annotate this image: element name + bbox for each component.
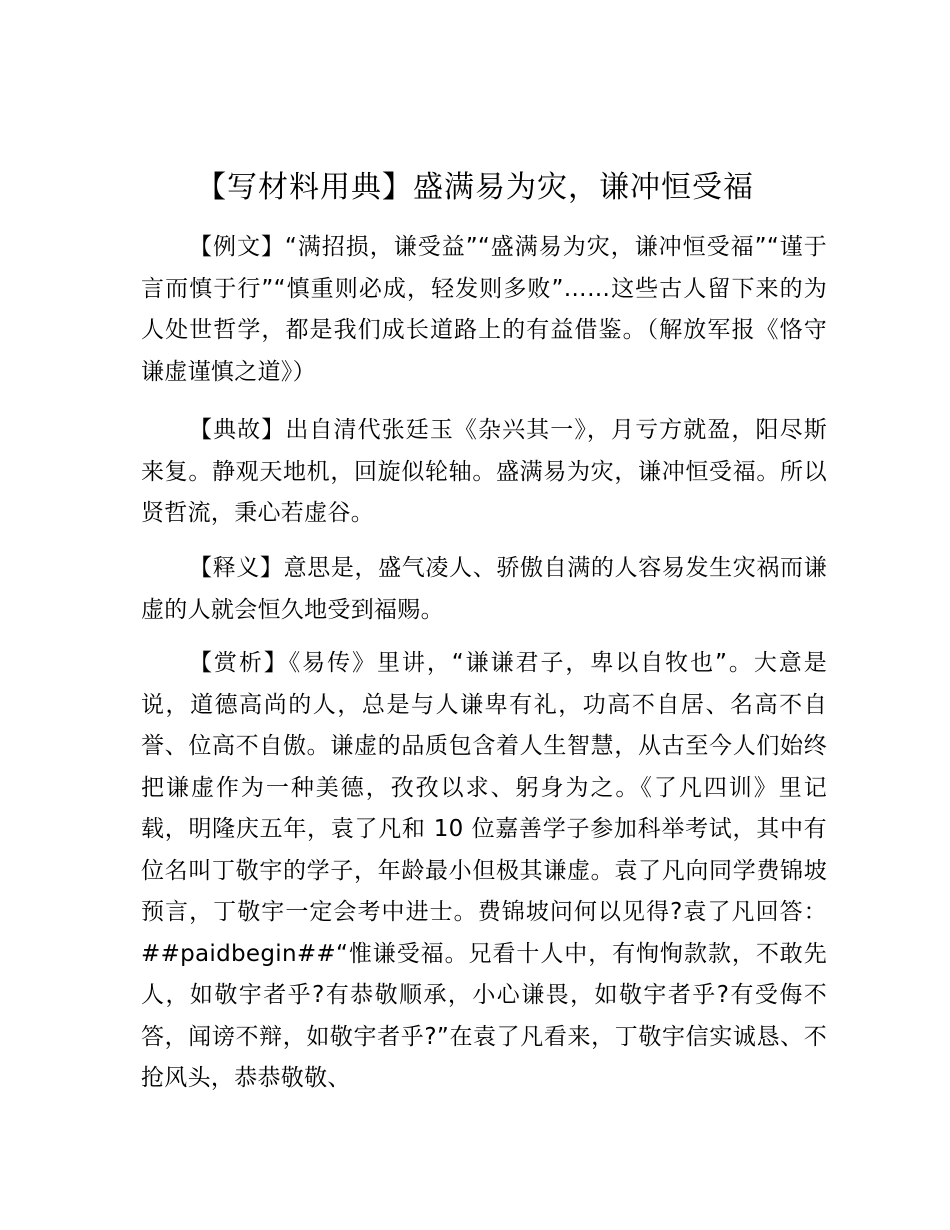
paragraph-allusion: 【典故】出自清代张廷玉《杂兴其一》，月亏方就盈，阳尽斯来复。静观天地机，回旋似轮轴。盛满易为灾，谦冲恒受福。所以贤哲流，秉心若虚谷。	[141, 417, 827, 526]
paragraph-meaning: 【释义】意思是，盛气凌人、骄傲自满的人容易发生灾祸而谦虚的人就会恒久地受到福赐。	[141, 555, 827, 623]
paragraph-example: 【例文】“满招损，谦受益”“盛满易为灾，谦冲恒受福”“谨于言而慎于行”“慎重则必成，轻发则多败”……这些古人留下来的为人处世哲学，都是我们成长道路上的有益借鉴。（解放军报《恪守谦虚谨慎之道》）	[141, 234, 827, 385]
document-title: 【写材料用典】盛满易为灾，谦冲恒受福	[196, 170, 754, 205]
paragraph-analysis: 【赏析】《易传》里讲，“谦谦君子，卑以自牧也”。大意是说，道德高尚的人，总是与人谦卑有礼，功高不自居、名高不自誉、位高不自傲。谦虚的品质包含着人生智慧，从古至今人们始终把谦虚作为一种美德，孜孜以求、躬身为之。《了凡四训》里记载，明隆庆五年，袁了凡和 10 位嘉善学子参加科举考试，其中有位名叫丁敬宇的学子，年龄最小但极其谦虚。袁了凡向同学费锦坡预言，丁敬宇一定会考中进士。费锦坡问何以见得?袁了凡回答：##paidbegin##“惟谦受福。兄看十人中，有恂恂款款，不敢先人，如敬宇者乎?有恭敬顺承，小心谦畏，如敬宇者乎?有受侮不答，闻谤不辩，如敬宇者乎?”在袁了凡看来，丁敬宇信实诚恳、不抢风头，恭恭敬敬、	[141, 650, 827, 1091]
